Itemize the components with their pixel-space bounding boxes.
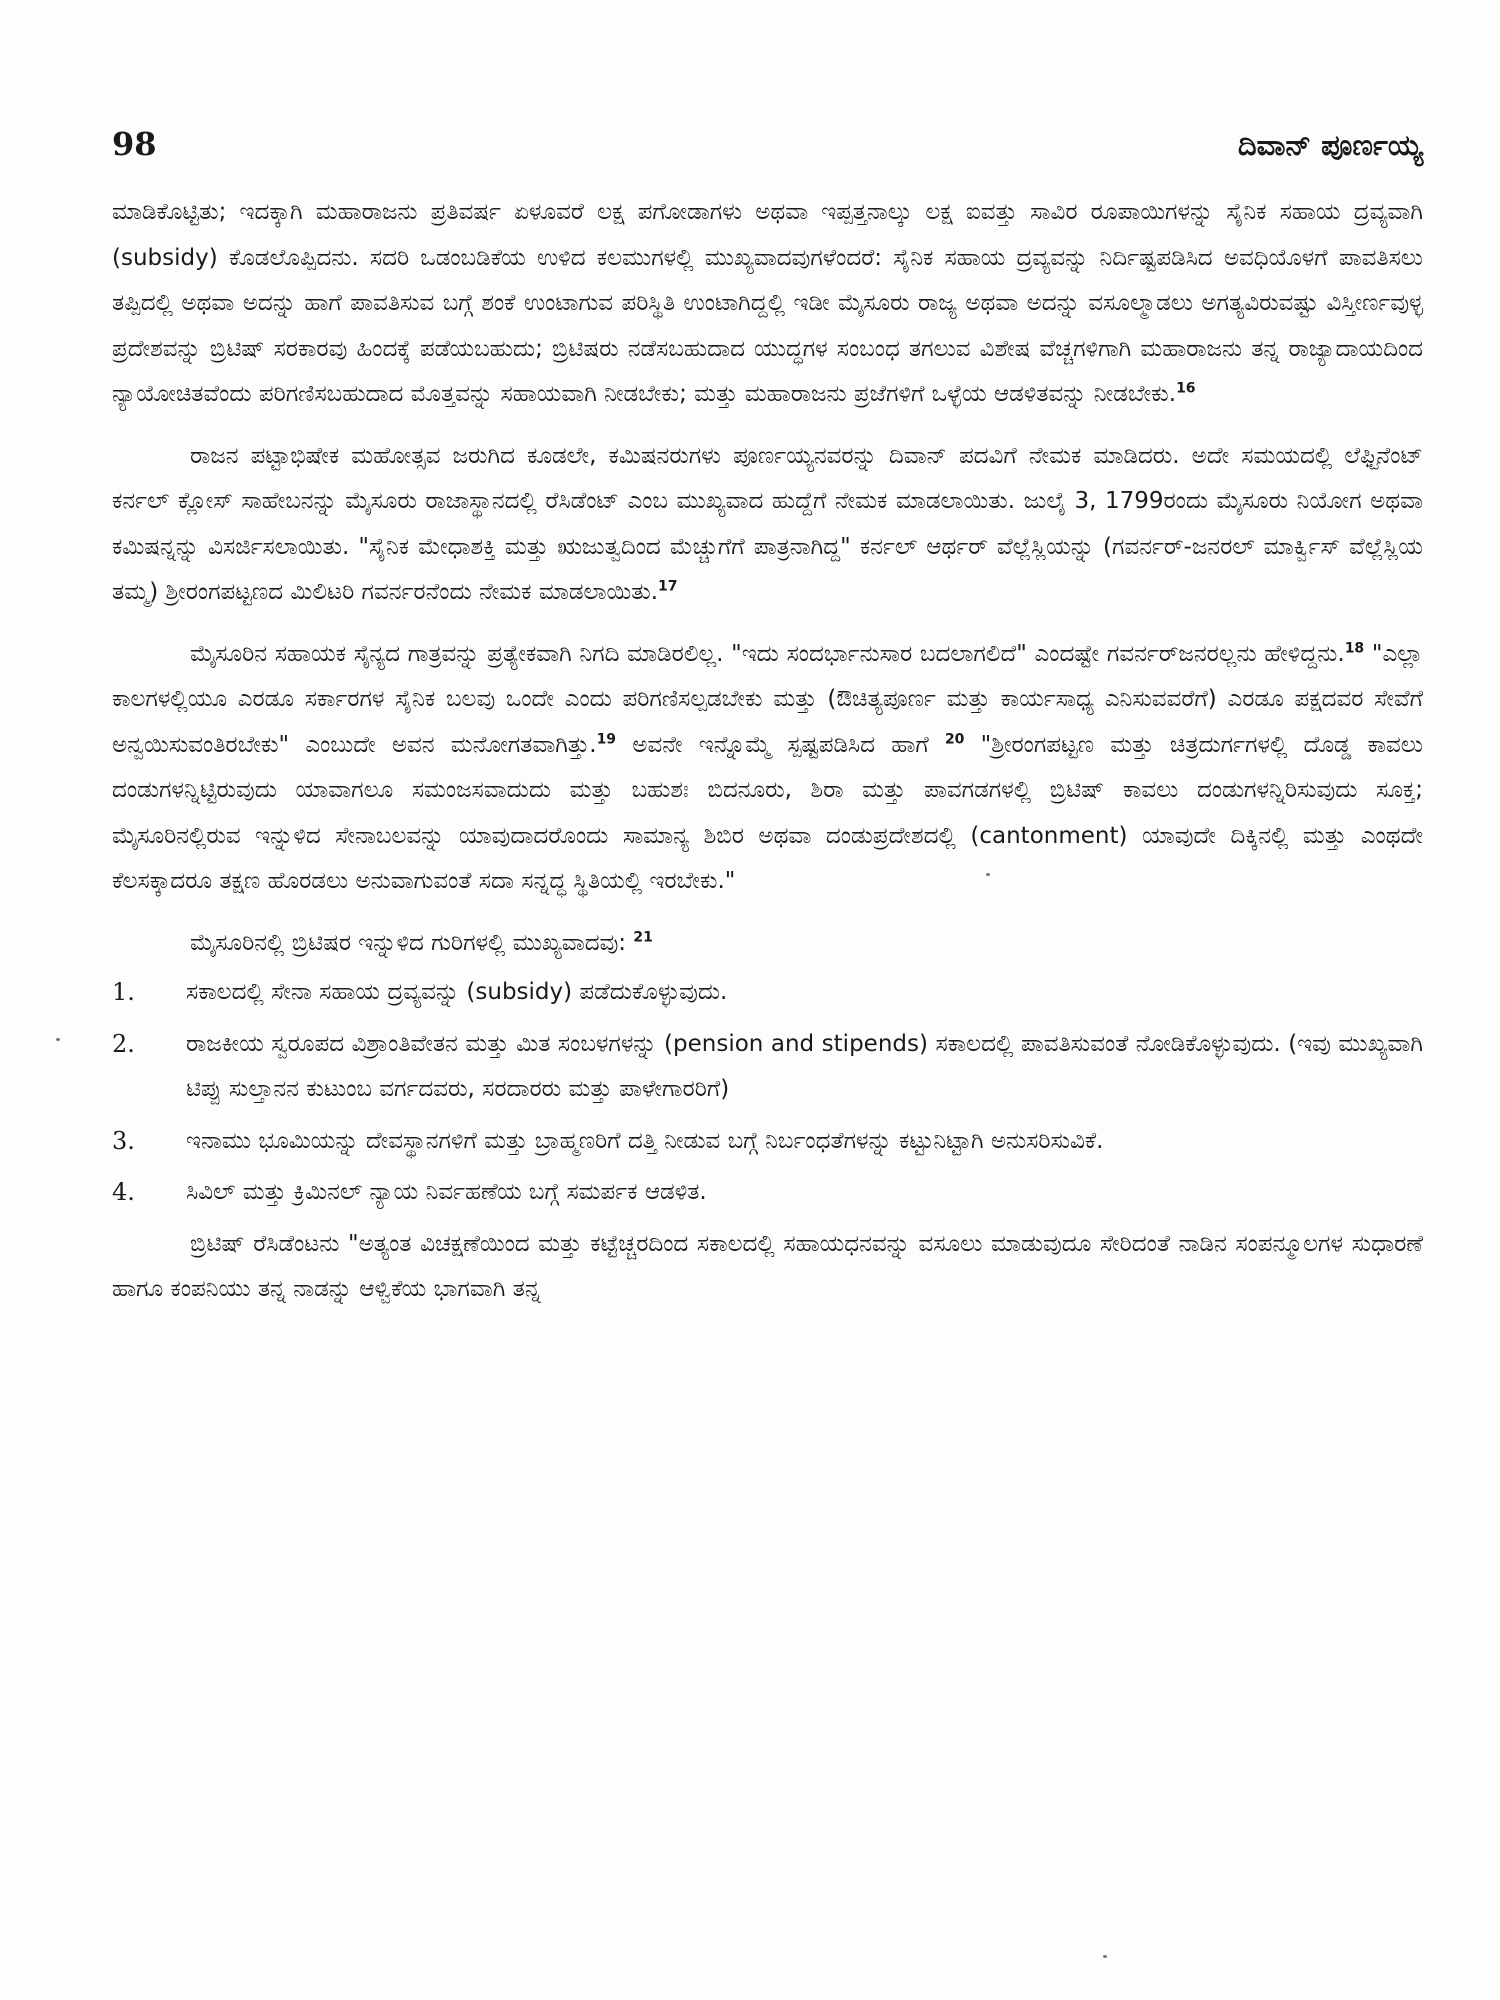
paragraph-2 <box>112 434 1423 616</box>
paragraph-3 <box>112 632 1423 905</box>
scan-speck <box>1103 1955 1107 1958</box>
page-body <box>112 190 1423 1313</box>
footnote-ref: 20 <box>944 730 965 747</box>
paragraph-5: ಬ್ರಿಟಿಷ್ ರೆಸಿಡೆಂಟನು "ಅತ್ಯಂತ ವಿಚಕ್ಷಣೆಯಿಂದ ಮತ್ತು ಕಟ್ಟೆಚ್ಚರದಿಂದ ಸಕಾಲದಲ್ಲಿ ಸಹಾಯಧನವನ್ನು ವಸೂಲು ಮಾಡುವುದೂ ಸೇರಿದಂತೆ ನಾಡಿನ ಸಂಪನ್ಮೂಲಗಳ ಸುಧಾರಣೆ ಹಾಗೂ ಕಂಪನಿಯು ತನ್ನ ನಾಡನ್ನು ಆಳ್ವಿಕೆಯ ಭಾಗವಾಗಿ ತನ್ನ <box>112 1230 1423 1302</box>
scan-speck <box>986 873 990 876</box>
page-header <box>112 125 1423 163</box>
footnote-ref: 21 <box>633 928 653 945</box>
footnote-ref: 18 <box>1344 639 1365 656</box>
paragraph-text: ಮೈಸೂರಿನಲ್ಲಿ ಬ್ರಿಟಿಷರ ಇನ್ನುಳಿದ ಗುರಿಗಳಲ್ಲಿ ಮುಖ್ಯವಾದವು: <box>190 929 627 956</box>
paragraph-text: "ಎಲ್ಲಾ ಕಾಲಗಳಲ್ಲಿಯೂ ಎರಡೂ ಸರ್ಕಾರಗಳ ಸೈನಿಕ ಬಲವು ಒಂದೇ ಎಂದು ಪರಿಗಣಿಸಲ್ಪಡಬೇಕು ಮತ್ತು (ಔಚಿತ್ಯಪೂರ್ಣ ಮತ್ತು ಕಾರ್ಯಸಾಧ್ಯ ಎನಿಸುವವರೆಗೆ) ಎರಡೂ ಪಕ್ಷದವರ ಸೇವೆಗೆ ಅನ್ವಯಿಸುವಂತಿರಬೇಕು" ಎಂಬುದೇ ಅವನ ಮನೋಗತವಾಗಿತ್ತು. <box>112 640 1423 758</box>
list-item-text: ಸಿವಿಲ್ ಮತ್ತು ಕ್ರಿಮಿನಲ್ ನ್ಯಾಯ ನಿರ್ವಹಣೆಯ ಬಗ್ಗೆ ಸಮರ್ಪಕ ಆಡಳಿತ. <box>186 1179 707 1205</box>
list-item <box>112 970 1423 1016</box>
list-item-number: 1. <box>112 978 135 1006</box>
footnote-ref: 16 <box>1176 380 1196 397</box>
paragraph-text: ರಾಜನ ಪಟ್ಟಾಭಿಷೇಕ ಮಹೋತ್ಸವ ಜರುಗಿದ ಕೂಡಲೇ, ಕಮಿಷನರುಗಳು ಪೂರ್ಣಯ್ಯನವರನ್ನು ದಿವಾನ್ ಪದವಿಗೆ ನೇಮಕ ಮಾಡಿದರು. ಅದೇ ಸಮಯದಲ್ಲಿ ಲೆಫ್ಟಿನೆಂಟ್ ಕರ್ನಲ್ ಕ್ಲೋಸ್ ಸಾಹೇಬನನ್ನು ಮೈಸೂರು ರಾಜಾಸ್ಥಾನದಲ್ಲಿ ರೆಸಿಡೆಂಟ್ ಎಂಬ ಮುಖ್ಯವಾದ ಹುದ್ದೆಗೆ ನೇಮಕ ಮಾಡಲಾಯಿತು. ಜುಲೈ 3, 1799ರಂದು ಮೈಸೂರು ನಿಯೋಗ ಅಥವಾ ಕಮಿಷನ್ನನ್ನು ವಿಸರ್ಜಿಸಲಾಯಿತು. "ಸೈನಿಕ ಮೇಧಾಶಕ್ತಿ ಮತ್ತು ಋಜುತ್ವದಿಂದ ಮೆಚ್ಚುಗೆಗೆ ಪಾತ್ರನಾಗಿದ್ದ" ಕರ್ನಲ್ ಆರ್ಥರ್ ವೆಲ್ಲೆಸ್ಲಿಯನ್ನು (ಗವರ್ನರ್-ಜನರಲ್ ಮಾರ್ಕ್ವಿಸ್ ವೆಲ್ಲೆಸ್ಲಿಯ ತಮ್ಮ) ಶ್ರೀರಂಗಪಟ್ಟಣದ ಮಿಲಿಟರಿ ಗವರ್ನರನೆಂದು ನೇಮಕ ಮಾಡಲಾಯಿತು. <box>112 442 1423 605</box>
list-item-text: ಇನಾಮು ಭೂಮಿಯನ್ನು ದೇವಸ್ಥಾನಗಳಿಗೆ ಮತ್ತು ಬ್ರಾಹ್ಮಣರಿಗೆ ದತ್ತಿ ನೀಡುವ ಬಗ್ಗೆ ನಿರ್ಬಂಧತೆಗಳನ್ನು ಕಟ್ಟುನಿಟ್ಟಾಗಿ ಅನುಸರಿಸುವಿಕೆ. <box>186 1127 1104 1154</box>
paragraph-text: "ಶ್ರೀರಂಗಪಟ್ಟಣ ಮತ್ತು ಚಿತ್ರದುರ್ಗಗಳಲ್ಲಿ ದೊಡ್ಡ ಕಾವಲು ದಂಡುಗಳನ್ನಿಟ್ಟಿರುವುದು ಯಾವಾಗಲೂ ಸಮಂಜಸವಾದುದು ಮತ್ತು ಬಹುಶಃ ಬಿದನೂರು, ಶಿರಾ ಮತ್ತು ಪಾವಗಡಗಳಲ್ಲಿ ಬ್ರಿಟಿಷ್ ಕಾವಲು ದಂಡುಗಳನ್ನಿರಿಸುವುದು ಸೂಕ್ತ; ಮೈಸೂರಿನಲ್ಲಿರುವ ಇನ್ನುಳಿದ ಸೇನಾಬಲವನ್ನು ಯಾವುದಾದರೊಂದು ಸಾಮಾನ್ಯ ಶಿಬಿರ ಅಥವಾ ದಂಡುಪ್ರದೇಶದಲ್ಲಿ (cantonment) ಯಾವುದೇ ದಿಕ್ಕಿನಲ್ಲಿ ಮತ್ತು ಎಂಥದೇ ಕೆಲಸಕ್ಕಾದರೂ ತಕ್ಷಣ ಹೊರಡಲು ಅನುವಾಗುವಂತೆ ಸದಾ ಸನ್ನದ್ಧ ಸ್ಥಿತಿಯಲ್ಲಿ ಇರಬೇಕು." <box>112 731 1423 894</box>
paragraph-4 <box>112 921 1423 967</box>
running-title: ದಿವಾನ್ ಪೂರ್ಣಯ್ಯ <box>1237 128 1423 162</box>
list-item-text: ರಾಜಕೀಯ ಸ್ವರೂಪದ ವಿಶ್ರಾಂತಿವೇತನ ಮತ್ತು ಮಿತ ಸಂಬಳಗಳನ್ನು (pension and stipends) ಸಕಾಲದಲ್ಲಿ ಪಾವತಿಸುವಂತೆ ನೋಡಿಕೊಳ್ಳುವುದು. (ಇವು ಮುಖ್ಯವಾಗಿ ಟಿಪ್ಪು ಸುಲ್ತಾನನ ಕುಟುಂಬ ವರ್ಗದವರು, ಸರದಾರರು ಮತ್ತು ಪಾಳೇಗಾರರಿಗೆ) <box>186 1030 1423 1102</box>
paragraph-text: ಮೈಸೂರಿನ ಸಹಾಯಕ ಸೈನ್ಯದ ಗಾತ್ರವನ್ನು ಪ್ರತ್ಯೇಕವಾಗಿ ನಿಗದಿ ಮಾಡಿರಲಿಲ್ಲ. "ಇದು ಸಂದರ್ಭಾನುಸಾರ ಬದಲಾಗಲಿದೆ" ಎಂದಷ್ಟೇ ಗವರ್ನರ್‌ಜನರಲ್ಲನು ಹೇಳಿದ್ದನು. <box>190 640 1345 667</box>
paragraph-1 <box>112 190 1423 418</box>
list-item-number: 4. <box>112 1178 135 1206</box>
objectives-list <box>112 970 1423 1216</box>
list-item <box>112 1170 1423 1216</box>
paragraph-text: ಮಾಡಿಕೊಟ್ಟಿತು; ಇದಕ್ಕಾಗಿ ಮಹಾರಾಜನು ಪ್ರತಿವರ್ಷ ಏಳೂವರೆ ಲಕ್ಷ ಪಗೋಡಾಗಳು ಅಥವಾ ಇಪ್ಪತ್ತನಾಲ್ಕು ಲಕ್ಷ ಐವತ್ತು ಸಾವಿರ ರೂಪಾಯಿಗಳನ್ನು ಸೈನಿಕ ಸಹಾಯ ದ್ರವ್ಯವಾಗಿ (subsidy) ಕೊಡಲೊಪ್ಪಿದನು. ಸದರಿ ಒಡಂಬಡಿಕೆಯ ಉಳಿದ ಕಲಮುಗಳಲ್ಲಿ ಮುಖ್ಯವಾದವುಗಳೆಂದರೆ: ಸೈನಿಕ ಸಹಾಯ ದ್ರವ್ಯವನ್ನು ನಿರ್ದಿಷ್ಟಪಡಿಸಿದ ಅವಧಿಯೊಳಗೆ ಪಾವತಿಸಲು ತಪ್ಪಿದಲ್ಲಿ ಅಥವಾ ಅದನ್ನು ಹಾಗೆ ಪಾವತಿಸುವ ಬಗ್ಗೆ ಶಂಕೆ ಉಂಟಾಗುವ ಪರಿಸ್ಥಿತಿ ಉಂಟಾಗಿದ್ದಲ್ಲಿ ಇಡೀ ಮೈಸೂರು ರಾಜ್ಯ ಅಥವಾ ಅದನ್ನು ವಸೂಲ್ಮಾಡಲು ಅಗತ್ಯವಿರುವಷ್ಟು ವಿಸ್ತೀರ್ಣವುಳ್ಳ ಪ್ರದೇಶವನ್ನು ಬ್ರಿಟಿಷ್ ಸರಕಾರವು ಹಿಂದಕ್ಕೆ ಪಡೆಯಬಹುದು; ಬ್ರಿಟಿಷರು ನಡೆಸಬಹುದಾದ ಯುದ್ಧಗಳ ಸಂಬಂಧ ತಗಲುವ ವಿಶೇಷ ವೆಚ್ಚಗಳಿಗಾಗಿ ಮಹಾರಾಜನು ತನ್ನ ರಾಜ್ಯಾದಾಯದಿಂದ ನ್ಯಾಯೋಚಿತವೆಂದು ಪರಿಗಣಿಸಬಹುದಾದ ಮೊತ್ತವನ್ನು ಸಹಾಯವಾಗಿ ನೀಡಬೇಕು; ಮತ್ತು ಮಹಾರಾಜನು ಪ್ರಜೆಗಳಿಗೆ ಒಳ್ಳೆಯ ಆಡಳಿತವನ್ನು ನೀಡಬೇಕು. <box>112 199 1423 407</box>
page-number: 98 <box>112 125 157 163</box>
list-item-text: ಸಕಾಲದಲ್ಲಿ ಸೇನಾ ಸಹಾಯ ದ್ರವ್ಯವನ್ನು (subsidy) ಪಡೆದುಕೊಳ್ಳುವುದು. <box>186 979 728 1005</box>
list-item <box>112 1022 1423 1113</box>
footnote-ref: 19 <box>596 730 617 747</box>
list-item-number: 3. <box>112 1126 135 1155</box>
footnote-ref: 17 <box>658 578 678 595</box>
scan-speck <box>56 1038 60 1041</box>
paragraph-text: ಅವನೇ ಇನ್ನೊಮ್ಮೆ ಸ್ಪಷ್ಟಪಡಿಸಿದ ಹಾಗೆ <box>616 731 945 758</box>
list-item-number: 2. <box>112 1029 135 1058</box>
list-item <box>112 1119 1423 1165</box>
